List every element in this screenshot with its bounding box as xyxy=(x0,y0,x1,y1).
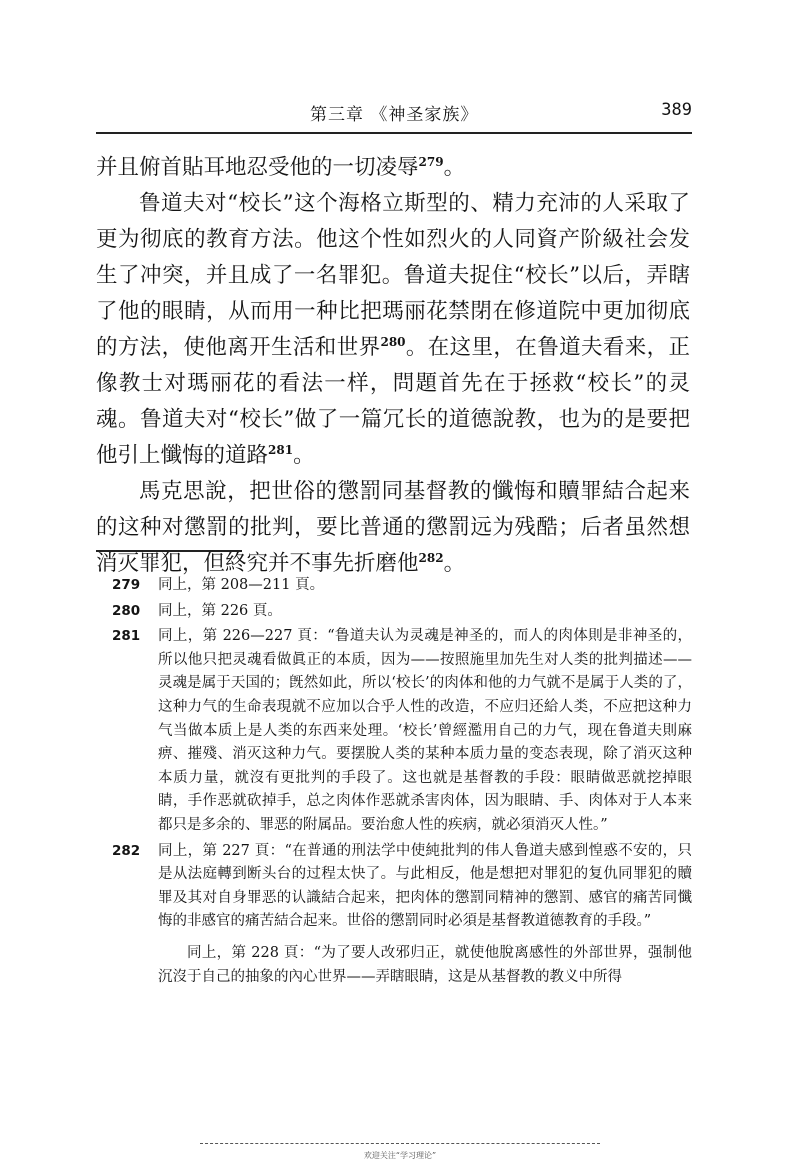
footnote-ref: 280 xyxy=(380,334,406,349)
footnote-text: 同上，第 226 頁。 xyxy=(158,602,282,619)
footnote-number: 282 xyxy=(112,842,141,859)
footnote-ref: 282 xyxy=(418,550,444,565)
footnote-separator xyxy=(96,550,242,552)
chapter-title: 第三章 《神圣家族》 xyxy=(310,105,479,125)
footnote-text: 同上，第 208—211 頁。 xyxy=(158,577,325,593)
paragraph-1: 并且俯首貼耳地忍受他的一切凌辱$^{279}$。 xyxy=(96,154,466,180)
paragraph-3: 馬克思說，把世俗的懲罰同基督教的懺悔和贖罪結合起来的这种对懲罰的批判，要比普通的懲罰远为残酷；后者虽然想消灭罪犯，但終究并不事先折磨他$^{282}$。 xyxy=(96,479,690,576)
footnotes xyxy=(112,574,692,991)
footnote-282-continued xyxy=(112,942,692,989)
watermark: 欢迎关注“学习理论” xyxy=(363,1151,437,1160)
footnote-281 xyxy=(112,625,692,837)
scan-footer-rule xyxy=(200,1143,600,1144)
footnote-text: 同上，第 226—227 頁：“鲁道夫认为灵魂是神圣的，而人的肉体則是非神圣的，所以他只把灵魂看做眞正的本质，因为——按照施里加先生对人类的批判描述——灵魂是属于天国的；旣然如此，所以‘校长’的肉体和他的力气就不是属于人类的了，这种力气的生命表現就不应加以合乎人性的改造，不应归还給人类，不应把这种力气当做本质上是人类的东西来处理。‘校长’曾經濫用自己的力气，现在鲁道夫則麻痹、摧殘、消灭这种力气。要摆脫人类的某种本质力量的变态表现，除了消灭这种本质力量，就沒有更批判的手段了。这也就是基督教的手段：眼睛做恶就挖掉眼睛，手作恶就砍掉手，总之肉体作恶就杀害肉体，因为眼睛、手、肉体对于人本来都只是多余的、罪恶的附属品。要治愈人性的疾病，就必須消灭人性。” xyxy=(158,628,692,833)
header-rule xyxy=(96,132,692,134)
footnote-text: 同上，第 228 頁：“为了要人改邪归正，就使他脫离感性的外部世界，强制他沉沒于自己的抽象的內心世界——弄瞎眼睛，这是从基督教的教义中所得 xyxy=(158,944,692,985)
footnote-number: 281 xyxy=(112,628,141,645)
footnote-280 xyxy=(112,600,692,624)
footnote-279 xyxy=(112,574,692,598)
footnote-number: 279 xyxy=(112,577,141,593)
page-number: 389 xyxy=(661,100,692,120)
footnote-ref: 279 xyxy=(418,154,444,169)
footnote-282 xyxy=(112,840,692,934)
body-text xyxy=(96,150,690,582)
footnote-text: 同上，第 227 頁：“在普通的刑法学中使純批判的伟人鲁道夫感到惶惑不安的，只是从法庭轉到断头台的过程太快了。与此相反，他是想把对罪犯的复仇同罪犯的贖罪及其对自身罪恶的认識結合起来，把肉体的懲罰同精神的懲罰、感官的痛苦同懺悔的非感官的痛苦結合起来。世俗的懲罰同时必須是基督教道德教育的手段。” xyxy=(158,842,692,930)
footnote-number: 280 xyxy=(112,602,141,619)
paragraph-2: 鲁道夫对“校长”这个海格立斯型的、精力充沛的人采取了更为彻底的教育方法。他这个性如烈火的人同資产阶級社会发生了冲突，并且成了一名罪犯。鲁道夫捉住“校长”以后，弄瞎了他的眼睛，从而用一种比把瑪丽花禁閉在修道院中更加彻底的方法，使他离开生活和世界$^{280}$。在这里，在鲁道夫看来，正像教士对瑪丽花的看法一样，問題首先在于拯救“校长”的灵魂。鲁道夫对“校长”做了一篇冗长的道德說教，也为的是要把他引上懺悔的道路$^{281}$。 xyxy=(96,191,690,468)
running-header xyxy=(96,100,692,126)
footnote-ref: 281 xyxy=(268,442,294,457)
